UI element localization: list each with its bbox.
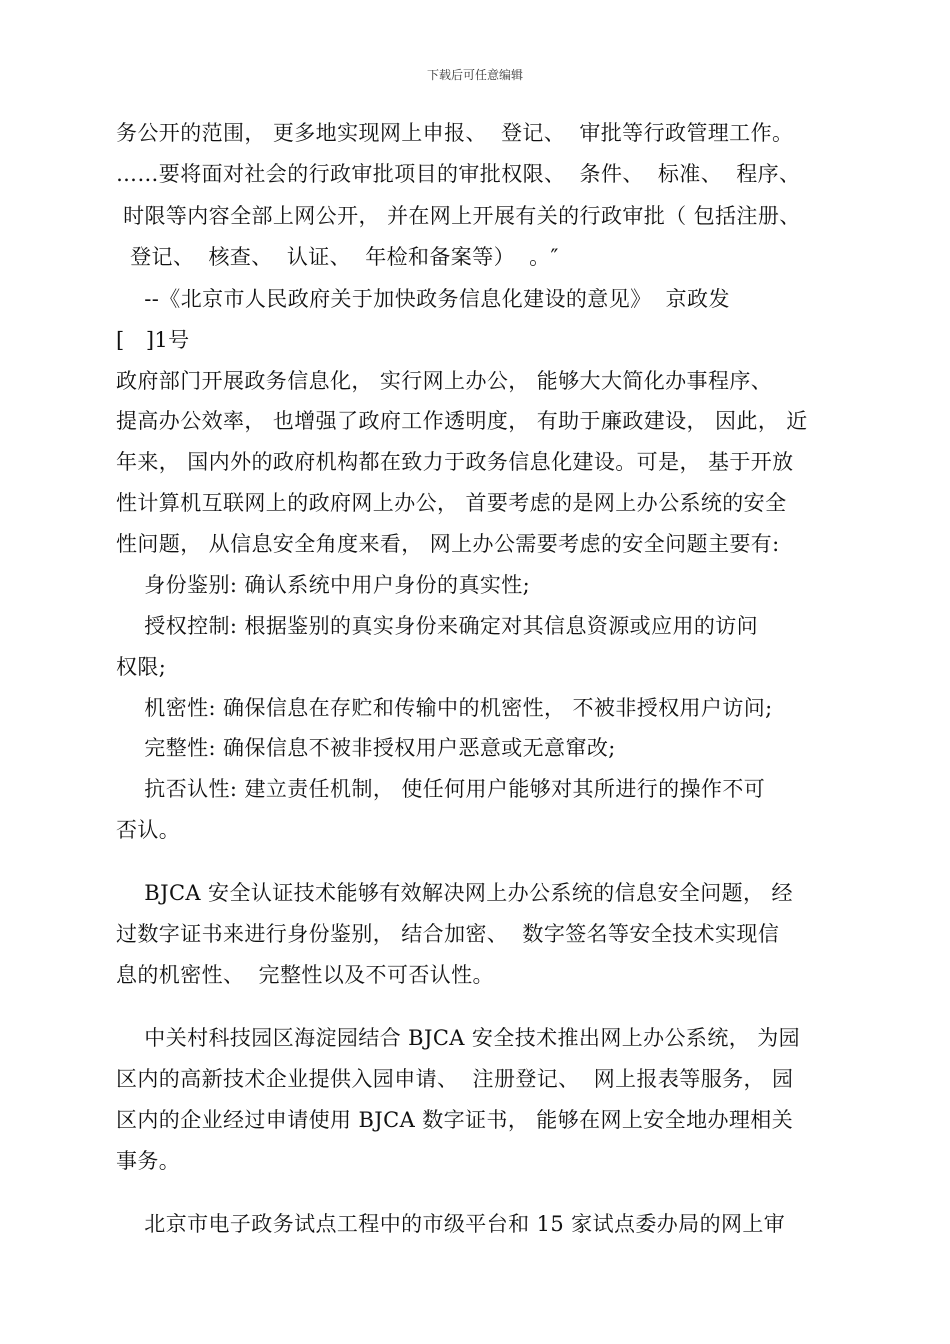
text-line: 北京市电子政务试点工程中的市级平台和 15 家试点委办局的网上审 xyxy=(116,1212,786,1236)
list-item: 完整性: 确保信息不被非授权用户恶意或无意窜改; xyxy=(116,736,616,760)
list-item: 授权控制: 根据鉴别的真实身份来确定对其信息资源或应用的访问 xyxy=(116,614,759,638)
text-line: 务公开的范围， 更多地实现网上申报、 登记、 审批等行政管理工作。 xyxy=(116,121,794,145)
text-line: 事务。 xyxy=(116,1149,181,1173)
text-line: 区内的企业经过申请使用 BJCA 数字证书， 能够在网上安全地办理相关 xyxy=(116,1108,794,1132)
citation-line: [ ]1号 xyxy=(116,328,190,352)
list-item: 机密性: 确保信息在存贮和传输中的机密性， 不被非授权用户访问; xyxy=(116,696,773,720)
text-line: 登记、 核查、 认证、 年检和备案等） 。″ xyxy=(116,245,559,269)
text-line: 政府部门开展政务信息化， 实行网上办公， 能够大大简化办事程序、 xyxy=(116,369,773,393)
page-header: 下载后可任意编辑 xyxy=(426,68,523,82)
list-item: 抗否认性: 建立责任机制， 使任何用户能够对其所进行的操作不可 xyxy=(116,777,766,801)
text-line: 区内的高新技术企业提供入园申请、 注册登记、 网上报表等服务， 园 xyxy=(116,1067,794,1091)
text-line: 性问题， 从信息安全角度来看， 网上办公需要考虑的安全问题主要有: xyxy=(116,532,780,556)
text-line: 提高办公效率， 也增强了政府工作透明度， 有助于廉政建设， 因此， 近 xyxy=(116,409,808,433)
text-line: ……要将面对社会的行政审批项目的审批权限、 条件、 标准、 程序、 xyxy=(116,162,801,186)
text-line: 息的机密性、 完整性以及不可否认性。 xyxy=(116,963,494,987)
text-line: BJCA 安全认证技术能够有效解决网上办公系统的信息安全问题， 经 xyxy=(116,881,793,905)
text-line: 中关村科技园区海淀园结合 BJCA 安全技术推出网上办公系统， 为园 xyxy=(116,1026,801,1050)
text-line: 性计算机互联网上的政府网上办公， 首要考虑的是网上办公系统的安全 xyxy=(116,491,787,515)
text-line: 过数字证书来进行身份鉴别， 结合加密、 数字签名等安全技术实现信 xyxy=(116,922,780,946)
list-item: 权限; xyxy=(116,655,167,679)
text-line: 时限等内容全部上网公开， 并在网上开展有关的行政审批（ 包括注册、 xyxy=(116,204,801,228)
list-item: 身份鉴别: 确认系统中用户身份的真实性; xyxy=(116,573,531,597)
list-item: 否认。 xyxy=(116,818,181,842)
text-line: 年来， 国内外的政府机构都在致力于政务信息化建设。可是， 基于开放 xyxy=(116,450,794,474)
citation-line: --《北京市人民政府关于加快政务信息化建设的意见》 京政发 xyxy=(116,287,730,311)
